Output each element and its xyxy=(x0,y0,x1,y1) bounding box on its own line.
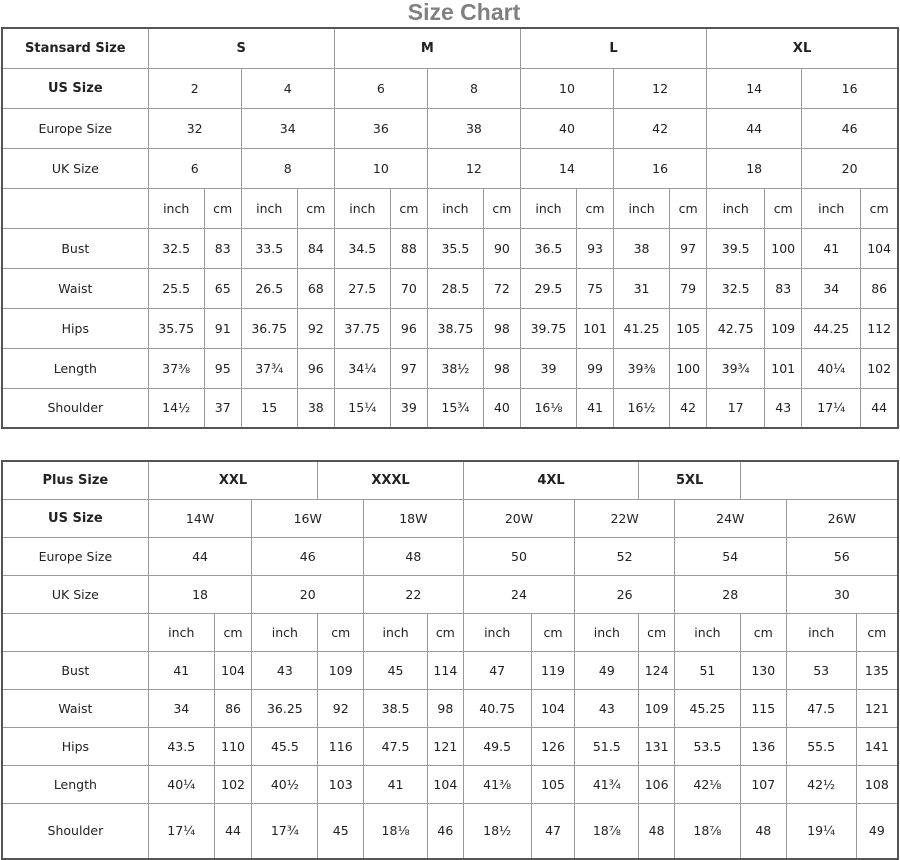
measurement-value: 44 xyxy=(861,388,898,428)
measurement-value: 41 xyxy=(148,651,214,689)
size-value: 34 xyxy=(241,108,334,148)
measurement-value: 96 xyxy=(390,308,427,348)
measurement-value: 18⅞ xyxy=(674,803,740,859)
measurement-value: 116 xyxy=(318,727,364,765)
measurement-value: 39 xyxy=(390,388,427,428)
measurement-value: 41⅜ xyxy=(463,765,531,803)
measurement-value: 105 xyxy=(670,308,707,348)
measurement-row xyxy=(2,348,898,388)
row-label: Length xyxy=(2,348,148,388)
measurement-value: 32.5 xyxy=(148,228,204,268)
measurement-value: 106 xyxy=(639,765,675,803)
size-value: 52 xyxy=(575,537,675,575)
standard-size-table xyxy=(1,27,899,429)
size-value: 42 xyxy=(614,108,707,148)
measurement-value: 47 xyxy=(463,651,531,689)
measurement-row xyxy=(2,689,898,727)
size-value: 14 xyxy=(707,68,802,108)
row-label: Stansard Size xyxy=(2,28,148,68)
measurement-value: 100 xyxy=(670,348,707,388)
size-value: 46 xyxy=(252,537,364,575)
measurement-value: 37¾ xyxy=(241,348,297,388)
unit-label: cm xyxy=(531,613,575,651)
measurement-value: 18½ xyxy=(463,803,531,859)
unit-label: cm xyxy=(428,613,464,651)
size-value: 14 xyxy=(520,148,613,188)
row-label: UK Size xyxy=(2,575,148,613)
measurement-value: 32.5 xyxy=(707,268,765,308)
measurement-value: 83 xyxy=(204,228,241,268)
unit-label: inch xyxy=(802,188,861,228)
measurement-value: 40¼ xyxy=(148,765,214,803)
measurement-value: 109 xyxy=(639,689,675,727)
measurement-value: 97 xyxy=(670,228,707,268)
size-value: 8 xyxy=(241,148,334,188)
size-value: 24 xyxy=(463,575,575,613)
units-row xyxy=(2,613,898,651)
measurement-value: 119 xyxy=(531,651,575,689)
measurement-value: 29.5 xyxy=(520,268,576,308)
measurement-value: 136 xyxy=(740,727,786,765)
size-value: 10 xyxy=(520,68,613,108)
unit-label: inch xyxy=(786,613,856,651)
measurement-value: 104 xyxy=(861,228,898,268)
measurement-value: 104 xyxy=(214,651,252,689)
measurement-value: 39 xyxy=(520,348,576,388)
measurement-value: 33.5 xyxy=(241,228,297,268)
unit-label: inch xyxy=(614,188,670,228)
unit-label: cm xyxy=(318,613,364,651)
unit-label: cm xyxy=(577,188,614,228)
size-value: 10 xyxy=(334,148,427,188)
size-value: 22W xyxy=(575,499,675,537)
measurement-value: 108 xyxy=(856,765,898,803)
row-label: Waist xyxy=(2,268,148,308)
measurement-value: 41 xyxy=(577,388,614,428)
size-value: 38 xyxy=(427,108,520,148)
row-label xyxy=(2,613,148,651)
measurement-value: 102 xyxy=(214,765,252,803)
measurement-value: 110 xyxy=(214,727,252,765)
measurement-value: 42⅛ xyxy=(674,765,740,803)
uk-size-row xyxy=(2,575,898,613)
measurement-value: 130 xyxy=(740,651,786,689)
measurement-value: 45 xyxy=(364,651,428,689)
measurement-value: 101 xyxy=(765,348,802,388)
measurement-value: 17 xyxy=(707,388,765,428)
size-group-header: S xyxy=(148,28,334,68)
row-label: Hips xyxy=(2,727,148,765)
measurement-value: 42½ xyxy=(786,765,856,803)
measurement-value: 40.75 xyxy=(463,689,531,727)
size-group-header: 4XL xyxy=(463,461,639,499)
size-value: 6 xyxy=(148,148,241,188)
unit-label: inch xyxy=(241,188,297,228)
measurement-value: 39.5 xyxy=(707,228,765,268)
size-value: 18 xyxy=(707,148,802,188)
measurement-value: 26.5 xyxy=(241,268,297,308)
measurement-value: 40¼ xyxy=(802,348,861,388)
measurement-value: 98 xyxy=(483,308,520,348)
measurement-value: 45.5 xyxy=(252,727,318,765)
size-group-header: M xyxy=(334,28,520,68)
size-header-row xyxy=(2,28,898,68)
size-value: 12 xyxy=(427,148,520,188)
measurement-row xyxy=(2,651,898,689)
measurement-value: 95 xyxy=(204,348,241,388)
size-value: 40 xyxy=(520,108,613,148)
measurement-value: 70 xyxy=(390,268,427,308)
measurement-value: 104 xyxy=(428,765,464,803)
size-value: 50 xyxy=(463,537,575,575)
measurement-value: 17¼ xyxy=(802,388,861,428)
size-value: 30 xyxy=(786,575,898,613)
measurement-value: 15 xyxy=(241,388,297,428)
us-size-row xyxy=(2,499,898,537)
measurement-value: 45.25 xyxy=(674,689,740,727)
measurement-value: 28.5 xyxy=(427,268,483,308)
unit-label: cm xyxy=(390,188,427,228)
unit-label: inch xyxy=(520,188,576,228)
measurement-value: 124 xyxy=(639,651,675,689)
size-value: 4 xyxy=(241,68,334,108)
measurement-value: 48 xyxy=(639,803,675,859)
measurement-value: 84 xyxy=(297,228,334,268)
measurement-value: 41¾ xyxy=(575,765,639,803)
unit-label: inch xyxy=(463,613,531,651)
size-group-header: L xyxy=(520,28,706,68)
measurement-value: 37 xyxy=(204,388,241,428)
size-value: 54 xyxy=(674,537,786,575)
measurement-value: 46 xyxy=(428,803,464,859)
size-group-header: 5XL xyxy=(639,461,741,499)
size-value: 18W xyxy=(364,499,464,537)
size-value: 24W xyxy=(674,499,786,537)
size-value: 26W xyxy=(786,499,898,537)
unit-label: cm xyxy=(740,613,786,651)
uk-size-row xyxy=(2,148,898,188)
measurement-value: 112 xyxy=(861,308,898,348)
measurement-value: 34.5 xyxy=(334,228,390,268)
measurement-value: 86 xyxy=(214,689,252,727)
measurement-value: 109 xyxy=(318,651,364,689)
measurement-value: 79 xyxy=(670,268,707,308)
measurement-value: 105 xyxy=(531,765,575,803)
europe-size-row xyxy=(2,108,898,148)
measurement-value: 86 xyxy=(861,268,898,308)
measurement-value: 65 xyxy=(204,268,241,308)
measurement-value: 35.5 xyxy=(427,228,483,268)
measurement-row xyxy=(2,388,898,428)
measurement-row xyxy=(2,268,898,308)
measurement-value: 41.25 xyxy=(614,308,670,348)
measurement-value: 68 xyxy=(297,268,334,308)
measurement-value: 107 xyxy=(740,765,786,803)
measurement-value: 96 xyxy=(297,348,334,388)
measurement-value: 98 xyxy=(483,348,520,388)
measurement-value: 40½ xyxy=(252,765,318,803)
measurement-value: 17¼ xyxy=(148,803,214,859)
unit-label: inch xyxy=(674,613,740,651)
size-value: 22 xyxy=(364,575,464,613)
measurement-value: 41 xyxy=(802,228,861,268)
size-group-header: XXL xyxy=(148,461,318,499)
measurement-value: 34 xyxy=(148,689,214,727)
row-label: Europe Size xyxy=(2,537,148,575)
unit-label: cm xyxy=(297,188,334,228)
measurement-value: 121 xyxy=(428,727,464,765)
units-row xyxy=(2,188,898,228)
measurement-value: 103 xyxy=(318,765,364,803)
measurement-value: 39⅜ xyxy=(614,348,670,388)
unit-label: cm xyxy=(861,188,898,228)
unit-label: inch xyxy=(148,188,204,228)
row-label: Bust xyxy=(2,651,148,689)
measurement-value: 41 xyxy=(364,765,428,803)
measurement-value: 91 xyxy=(204,308,241,348)
measurement-value: 47.5 xyxy=(364,727,428,765)
measurement-value: 27.5 xyxy=(334,268,390,308)
size-value: 46 xyxy=(802,108,898,148)
size-value: 32 xyxy=(148,108,241,148)
unit-label: inch xyxy=(575,613,639,651)
measurement-value: 55.5 xyxy=(786,727,856,765)
unit-label: cm xyxy=(639,613,675,651)
measurement-value: 48 xyxy=(740,803,786,859)
size-value: 20 xyxy=(802,148,898,188)
measurement-value: 51 xyxy=(674,651,740,689)
measurement-value: 39.75 xyxy=(520,308,576,348)
measurement-value: 121 xyxy=(856,689,898,727)
measurement-value: 42.75 xyxy=(707,308,765,348)
measurement-value: 98 xyxy=(428,689,464,727)
size-value: 44 xyxy=(707,108,802,148)
measurement-value: 135 xyxy=(856,651,898,689)
measurement-value: 88 xyxy=(390,228,427,268)
unit-label: inch xyxy=(427,188,483,228)
row-label: US Size xyxy=(2,68,148,108)
row-label: Bust xyxy=(2,228,148,268)
measurement-value: 49 xyxy=(856,803,898,859)
plus-size-table xyxy=(1,460,899,860)
measurement-value: 126 xyxy=(531,727,575,765)
page-title: Size Chart xyxy=(407,0,521,25)
measurement-value: 38.75 xyxy=(427,308,483,348)
measurement-value: 72 xyxy=(483,268,520,308)
unit-label: inch xyxy=(148,613,214,651)
row-label: Europe Size xyxy=(2,108,148,148)
measurement-value: 38 xyxy=(297,388,334,428)
measurement-value: 17¾ xyxy=(252,803,318,859)
size-value: 16 xyxy=(614,148,707,188)
measurement-value: 16½ xyxy=(614,388,670,428)
measurement-value: 34¼ xyxy=(334,348,390,388)
measurement-value: 47.5 xyxy=(786,689,856,727)
measurement-value: 101 xyxy=(577,308,614,348)
measurement-value: 25.5 xyxy=(148,268,204,308)
measurement-value: 43 xyxy=(575,689,639,727)
unit-label: inch xyxy=(334,188,390,228)
unit-label: cm xyxy=(483,188,520,228)
size-value: 2 xyxy=(148,68,241,108)
measurement-value: 51.5 xyxy=(575,727,639,765)
measurement-value: 102 xyxy=(861,348,898,388)
measurement-value: 35.75 xyxy=(148,308,204,348)
measurement-value: 37.75 xyxy=(334,308,390,348)
size-value: 44 xyxy=(148,537,252,575)
size-value: 48 xyxy=(364,537,464,575)
measurement-value: 47 xyxy=(531,803,575,859)
measurement-value: 141 xyxy=(856,727,898,765)
measurement-value: 83 xyxy=(765,268,802,308)
measurement-value: 14½ xyxy=(148,388,204,428)
measurement-value: 36.75 xyxy=(241,308,297,348)
measurement-value: 99 xyxy=(577,348,614,388)
europe-size-row xyxy=(2,537,898,575)
measurement-value: 36.25 xyxy=(252,689,318,727)
size-value: 6 xyxy=(334,68,427,108)
measurement-value: 100 xyxy=(765,228,802,268)
row-label: Plus Size xyxy=(2,461,148,499)
size-value: 28 xyxy=(674,575,786,613)
size-value: 56 xyxy=(786,537,898,575)
unit-label: inch xyxy=(707,188,765,228)
size-value: 20W xyxy=(463,499,575,537)
measurement-row xyxy=(2,228,898,268)
measurement-value: 18⅛ xyxy=(364,803,428,859)
measurement-value: 37⅜ xyxy=(148,348,204,388)
size-value: 8 xyxy=(427,68,520,108)
measurement-value: 53.5 xyxy=(674,727,740,765)
measurement-value: 42 xyxy=(670,388,707,428)
size-value: 16W xyxy=(252,499,364,537)
size-value: 18 xyxy=(148,575,252,613)
measurement-value: 40 xyxy=(483,388,520,428)
measurement-value: 38 xyxy=(614,228,670,268)
measurement-value: 49.5 xyxy=(463,727,531,765)
unit-label: inch xyxy=(252,613,318,651)
size-header-row xyxy=(2,461,898,499)
measurement-row xyxy=(2,803,898,859)
size-value: 14W xyxy=(148,499,252,537)
measurement-value: 43 xyxy=(252,651,318,689)
row-label: Hips xyxy=(2,308,148,348)
measurement-value: 75 xyxy=(577,268,614,308)
measurement-value: 53 xyxy=(786,651,856,689)
unit-label: cm xyxy=(670,188,707,228)
measurement-value: 43 xyxy=(765,388,802,428)
row-label: UK Size xyxy=(2,148,148,188)
measurement-row xyxy=(2,765,898,803)
measurement-value: 104 xyxy=(531,689,575,727)
measurement-value: 115 xyxy=(740,689,786,727)
row-label: US Size xyxy=(2,499,148,537)
unit-label: cm xyxy=(765,188,802,228)
measurement-value: 38½ xyxy=(427,348,483,388)
measurement-value: 31 xyxy=(614,268,670,308)
measurement-value: 19¼ xyxy=(786,803,856,859)
us-size-row xyxy=(2,68,898,108)
measurement-value: 45 xyxy=(318,803,364,859)
size-value: 20 xyxy=(252,575,364,613)
measurement-value: 36.5 xyxy=(520,228,576,268)
measurement-row xyxy=(2,308,898,348)
measurement-value: 44.25 xyxy=(802,308,861,348)
measurement-value: 34 xyxy=(802,268,861,308)
measurement-value: 90 xyxy=(483,228,520,268)
measurement-value: 18⅞ xyxy=(575,803,639,859)
measurement-value: 109 xyxy=(765,308,802,348)
measurement-value: 49 xyxy=(575,651,639,689)
measurement-value: 38.5 xyxy=(364,689,428,727)
row-label xyxy=(2,188,148,228)
row-label: Waist xyxy=(2,689,148,727)
unit-label: cm xyxy=(856,613,898,651)
size-value: 16 xyxy=(802,68,898,108)
unit-label: cm xyxy=(204,188,241,228)
row-label: Shoulder xyxy=(2,803,148,859)
row-label: Shoulder xyxy=(2,388,148,428)
size-value: 12 xyxy=(614,68,707,108)
measurement-value: 15¼ xyxy=(334,388,390,428)
measurement-row xyxy=(2,727,898,765)
measurement-value: 44 xyxy=(214,803,252,859)
measurement-value: 92 xyxy=(297,308,334,348)
measurement-value: 114 xyxy=(428,651,464,689)
measurement-value: 16⅛ xyxy=(520,388,576,428)
row-label: Length xyxy=(2,765,148,803)
measurement-value: 39¾ xyxy=(707,348,765,388)
unit-label: cm xyxy=(214,613,252,651)
unit-label: inch xyxy=(364,613,428,651)
size-group-header: XL xyxy=(707,28,898,68)
measurement-value: 15¾ xyxy=(427,388,483,428)
measurement-value: 93 xyxy=(577,228,614,268)
size-value: 26 xyxy=(575,575,675,613)
measurement-value: 92 xyxy=(318,689,364,727)
measurement-value: 97 xyxy=(390,348,427,388)
size-value: 36 xyxy=(334,108,427,148)
size-group-header: XXXL xyxy=(318,461,463,499)
measurement-value: 131 xyxy=(639,727,675,765)
measurement-value: 43.5 xyxy=(148,727,214,765)
